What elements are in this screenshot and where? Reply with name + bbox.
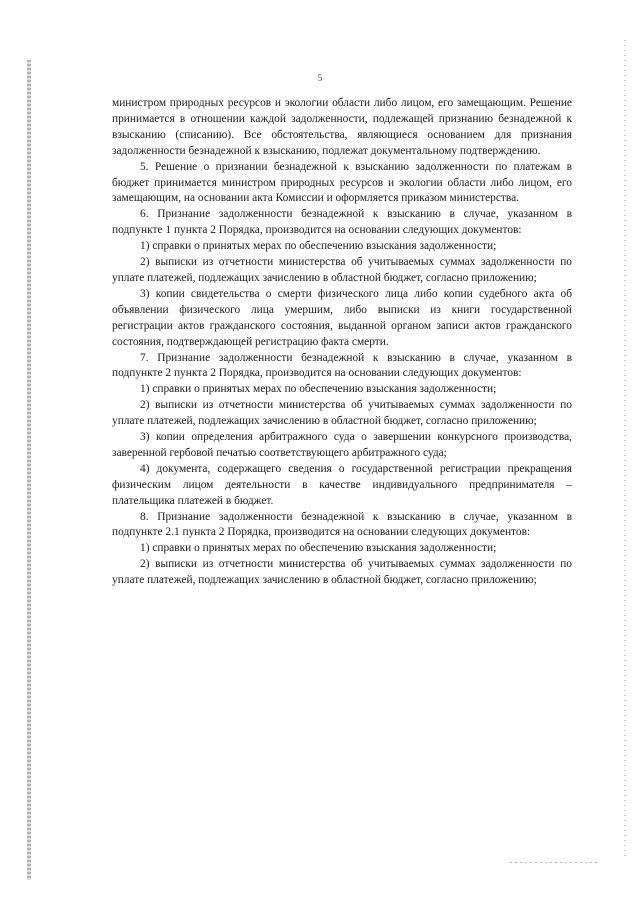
paragraph-item-6-sub-1: 1) справки о принятых мерах по обеспечению взыскания задолженности; <box>140 240 497 253</box>
scan-edge-left <box>27 60 31 880</box>
paragraph-item-6-sub-3: 3) копии свидетельства о смерти физического лица либо копии судебного акта об объявлении физического лица умершим, либо выписки из книги государственной регистрации актов гражданского состояния, выданной органом записи актов гражданского состояния, подтверждающей регистрацию факта смерти. <box>112 287 572 348</box>
paragraph-continuation: министром природных ресурсов и экологии области либо лицом, его замещающим. Решение принимается в отношении каждой задолженности, подлежащей признанию безнадежной к взысканию (списанию). Все обстоятельства, являющиеся основанием для признания задолженности безнадежной к взысканию, подлежат документальному подтверждению. <box>112 97 572 157</box>
paragraph-item-6: 6. Признание задолженности безнадежной к взысканию в случае, указанном в подпункте 1 пункта 2 Порядка, производится на основании следующих документов: <box>112 208 572 237</box>
paragraph-item-7-sub-2: 2) выписки из отчетности министерства об учитываемых суммах задолженности по уплате платежей, подлежащих зачислению в областной бюджет, согласно приложению; <box>112 399 572 428</box>
paragraph-item-7-sub-3: 3) копии определения арбитражного суда о завершении конкурсного производства, заверенной гербовой печатью соответствующего арбитражного суда; <box>112 431 572 459</box>
paragraph-item-7-sub-4: 4) документа, содержащего сведения о государственной регистрации прекращения физическим лицом деятельности в качестве индивидуального предпринимателя – плательщика платежей в бюджет. <box>112 462 572 507</box>
paragraph-item-8-sub-2: 2) выписки из отчетности министерства об учитываемых суммах задолженности по уплате платежей, подлежащих зачислению в областной бюджет, согласно приложению; <box>112 558 572 587</box>
scan-edge-bottom <box>510 862 600 863</box>
paragraph-item-5: 5. Решение о признании безнадежной к взысканию задолженности по платежам в бюджет принимается министром природных ресурсов и экологии области либо лицом, его замещающим, на основании акта Комиссии и оформляется приказом министерства. <box>112 160 572 205</box>
paragraph-item-7: 7. Признание задолженности безнадежной к взысканию в случае, указанном в подпункте 2 пункта 2 Порядка, производится на основании следующих документов: <box>112 351 572 380</box>
paragraph-item-7-sub-1: 1) справки о принятых мерах по обеспечению взыскания задолженности; <box>140 383 497 396</box>
page-number: 5 <box>317 73 323 83</box>
paragraph-item-8-sub-1: 1) справки о принятых мерах по обеспечению взыскания задолженности; <box>140 542 497 555</box>
paragraph-item-6-sub-2: 2) выписки из отчетности министерства об учитываемых суммах задолженности по уплате платежей, подлежащих зачислению в областной бюджет, согласно приложению; <box>112 256 572 284</box>
paragraph-item-8: 8. Признание задолженности безнадежной к взысканию в случае, указанном в подпункте 2.1 пункта 2 Порядка, производится на основании следующих документов: <box>112 510 572 539</box>
scan-edge-right <box>624 40 626 860</box>
document-body <box>112 96 572 589</box>
